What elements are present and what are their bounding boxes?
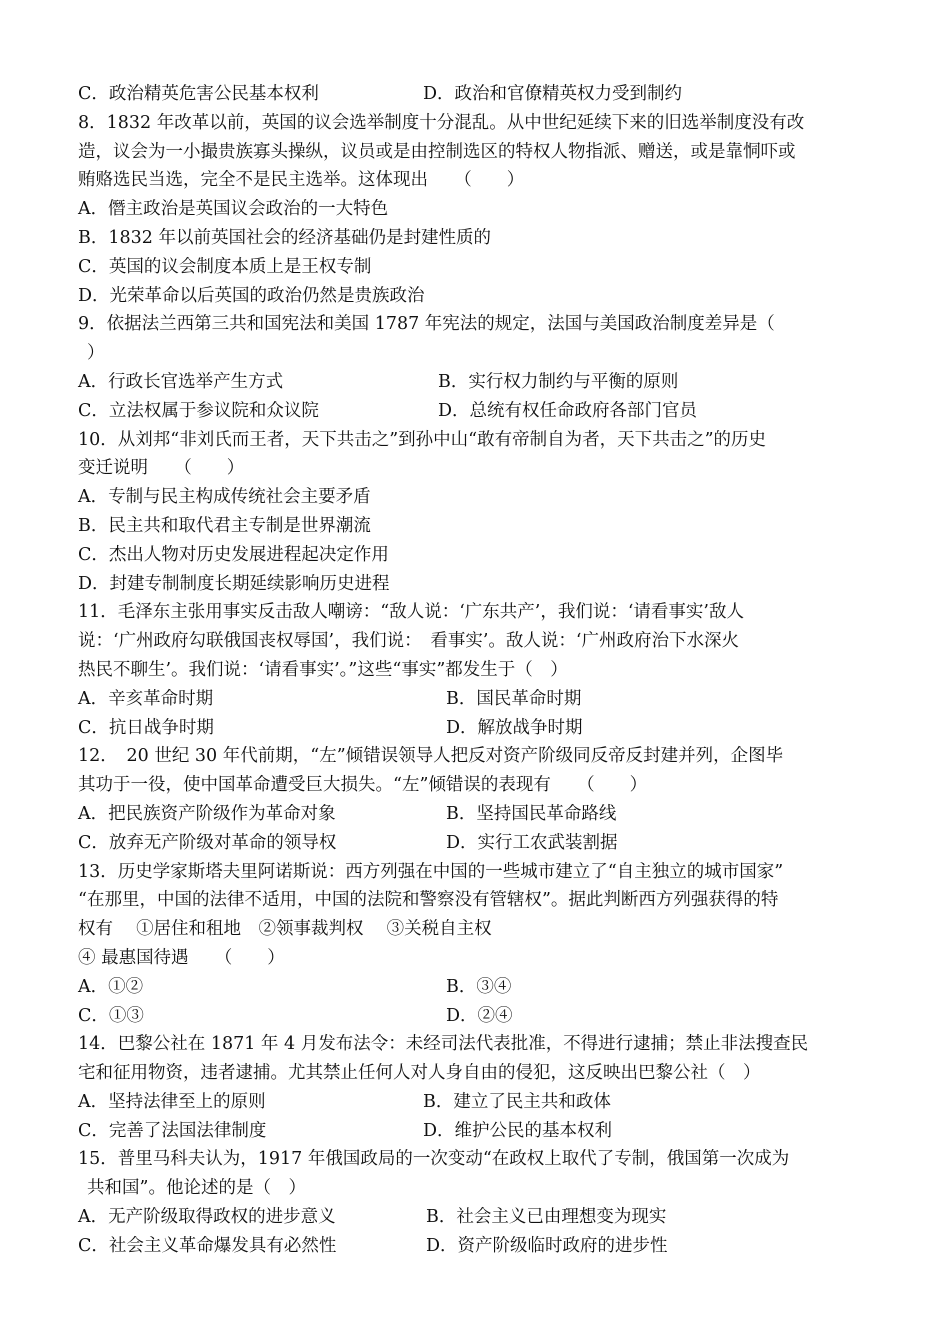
option-b: B．1832 年以前英国社会的经济基础仍是封建性质的 [78, 227, 491, 248]
option-c: C．放弃无产阶级对革命的领导权 [78, 832, 337, 853]
question-stem: 15．普里马科夫认为，1917 年俄国政局的一次变动“在政权上取代了专制，俄国第一次成为 [78, 1149, 790, 1170]
q11-options-ab [78, 685, 878, 714]
option-b: B．实行权力制约与平衡的原则 [438, 371, 679, 392]
q11-options-cd [78, 714, 878, 743]
question-stem: ） [87, 343, 105, 364]
option-d: D．总统有权任命政府各部门官员 [438, 400, 698, 421]
q15-options-ab [78, 1203, 878, 1232]
question-stem: “在那里，中国的法律不适用，中国的法院和警察没有管辖权”。据此判断西方列强获得的特 [78, 890, 779, 911]
question-stem: 13．历史学家斯塔夫里阿诺斯说：西方列强在中国的一些城市建立了“自主独立的城市国家” [78, 861, 784, 882]
option-a: A．无产阶级取得政权的进步意义 [78, 1207, 336, 1228]
q9-options-cd [78, 397, 878, 426]
question-stem: 其功于一役，使中国革命遭受巨大损失。“左”倾错误的表现有 （ ） [78, 775, 648, 796]
question-stem: 11．毛泽东主张用事实反击敌人嘲谤：“敌人说：‘广东共产’，我们说：‘请看事实’敌人 [78, 602, 744, 623]
question-stem: 宅和征用物资，违者逮捕。尤其禁止任何人对人身自由的侵犯，这反映出巴黎公社（ ） [78, 1063, 761, 1084]
option-d: D．光荣革命以后英国的政治仍然是贵族政治 [78, 285, 425, 306]
option-b: B．民主共和取代君主专制是世界潮流 [78, 515, 371, 536]
question-stem: 共和国”。他论述的是（ ） [87, 1178, 306, 1199]
q12-options-cd [78, 829, 878, 858]
option-a: A．坚持法律至上的原则 [78, 1091, 266, 1112]
option-d: D．政治和官僚精英权力受到制约 [423, 84, 683, 104]
option-a: A．行政长官选举产生方式 [78, 371, 284, 392]
option-d: D．封建专制制度长期延续影响历史进程 [78, 573, 390, 594]
option-d: D．解放战争时期 [446, 717, 583, 738]
question-stem: 9．依据法兰西第三共和国宪法和美国 1787 年宪法的规定，法国与美国政治制度差异是（ [78, 314, 775, 335]
option-d: D．资产阶级临时政府的进步性 [426, 1235, 668, 1256]
option-b: B．国民革命时期 [446, 688, 582, 709]
question-stem: 造，议会为一小撮贵族寡头操纵，议员或是由控制选区的特权人物指派、赠送，或是靠恫吓或 [78, 141, 796, 162]
option-d: D．实行工农武装割据 [446, 832, 618, 853]
q14-options-cd [78, 1117, 878, 1146]
q13-options-cd [78, 1002, 878, 1031]
option-a: A．辛亥革命时期 [78, 688, 214, 709]
q15-options-cd [78, 1232, 878, 1261]
option-c: C．政治精英危害公民基本权利 [78, 84, 319, 104]
question-stem: 10．从刘邦“非刘氏而王者，天下共击之”到孙中山“敢有帝制自为者，天下共击之”的历史 [78, 429, 767, 450]
option-a: A．专制与民主构成传统社会主要矛盾 [78, 487, 371, 508]
question-stem: 热民不聊生’。我们说：‘请看事实’。”这些“事实”都发生于（ ） [78, 659, 568, 680]
option-c: C．立法权属于参议院和众议院 [78, 400, 319, 421]
exam-page [78, 80, 878, 1261]
question-stem: 8．1832 年改革以前，英国的议会选举制度十分混乱。从中世纪延续下来的旧选举制度没有改 [78, 112, 805, 133]
option-b: B．社会主义已由理想变为现实 [426, 1207, 667, 1228]
option-d: D．②④ [446, 1005, 513, 1026]
question-stem: 权有 ①居住和租地 ②领事裁判权 ③关税自主权 [78, 919, 492, 940]
option-c: C．抗日战争时期 [78, 717, 214, 738]
option-b: B．坚持国民革命路线 [446, 803, 617, 824]
option-c: C．社会主义革命爆发具有必然性 [78, 1235, 337, 1256]
option-b: B．建立了民主共和政体 [423, 1091, 611, 1112]
question-stem: 14．巴黎公社在 1871 年 4 月发布法令：未经司法代表批准，不得进行逮捕；禁止非法搜查民 [78, 1034, 809, 1055]
q7-options-cd [78, 80, 878, 109]
q13-options-ab [78, 973, 878, 1002]
option-a: A．①② [78, 976, 144, 997]
option-b: B．③④ [446, 976, 512, 997]
option-c: C．完善了法国法律制度 [78, 1120, 267, 1141]
question-stem: ④ 最惠国待遇 （ ） [78, 947, 285, 968]
option-c: C．杰出人物对历史发展进程起决定作用 [78, 544, 389, 565]
question-stem: 变迁说明 （ ） [78, 458, 245, 479]
option-a: A．把民族资产阶级作为革命对象 [78, 803, 336, 824]
option-a: A．僭主政治是英国议会政治的一大特色 [78, 199, 389, 220]
option-d: D．维护公民的基本权利 [423, 1120, 613, 1141]
option-c: C．①③ [78, 1005, 144, 1026]
question-stem: 说：‘广州政府勾联俄国丧权辱国’，我们说： 看事实’。敌人说：‘广州政府治下水深火 [78, 631, 739, 652]
question-stem: 贿赂选民当选，完全不是民主选举。这体现出 （ ） [78, 170, 525, 191]
q12-options-ab [78, 800, 878, 829]
question-stem: 12． 20 世纪 30 年代前期，“左”倾错误领导人把反对资产阶级同反帝反封建并列，企图毕 [78, 746, 784, 767]
q9-options-ab [78, 368, 878, 397]
option-c: C．英国的议会制度本质上是王权专制 [78, 256, 372, 277]
q14-options-ab [78, 1088, 878, 1117]
